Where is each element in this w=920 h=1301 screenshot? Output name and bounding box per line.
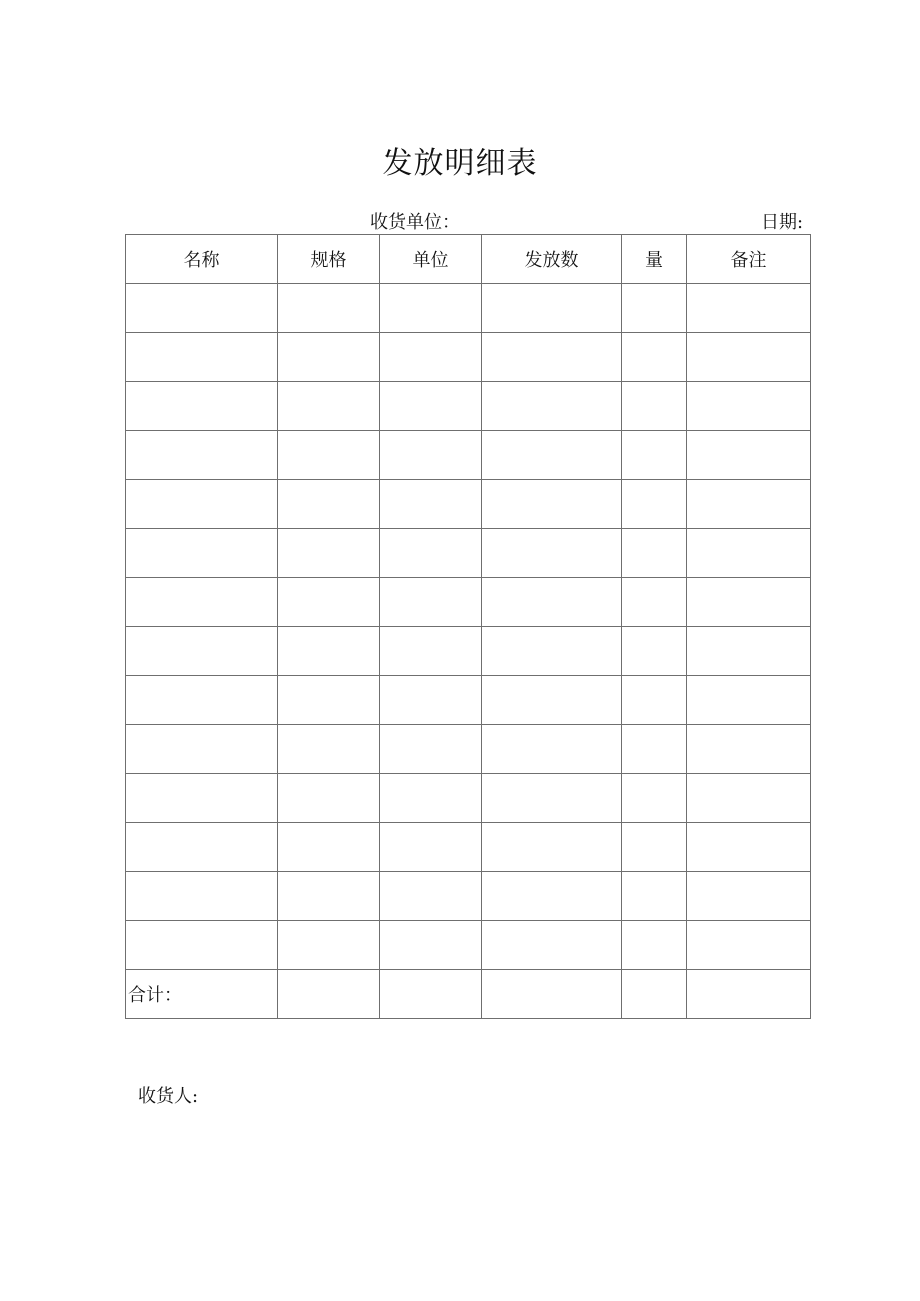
table-cell[interactable]: [482, 382, 622, 431]
table-cell[interactable]: [126, 480, 278, 529]
page-title: 发放明细表: [382, 146, 538, 181]
table-cell[interactable]: [380, 480, 482, 529]
table-cell[interactable]: [380, 627, 482, 676]
table-cell[interactable]: [622, 529, 687, 578]
table-cell[interactable]: [126, 529, 278, 578]
table-cell[interactable]: [622, 627, 687, 676]
table-cell[interactable]: [622, 333, 687, 382]
table-cell[interactable]: [482, 725, 622, 774]
table-cell[interactable]: [126, 284, 278, 333]
table-cell[interactable]: [687, 284, 811, 333]
table-cell[interactable]: [482, 284, 622, 333]
table-cell[interactable]: [380, 921, 482, 970]
table-cell[interactable]: [622, 774, 687, 823]
table-cell[interactable]: [482, 431, 622, 480]
header-remarks: 备注: [687, 235, 811, 284]
table-cell[interactable]: [482, 872, 622, 921]
table-cell[interactable]: [482, 529, 622, 578]
table-cell[interactable]: [687, 578, 811, 627]
table-cell[interactable]: [278, 627, 380, 676]
table-cell[interactable]: [126, 872, 278, 921]
total-cell[interactable]: [482, 970, 622, 1019]
table-cell[interactable]: [622, 578, 687, 627]
receiver-label: 收货人:: [138, 1086, 199, 1107]
table-cell[interactable]: [622, 480, 687, 529]
table-header-row: [126, 235, 811, 284]
table-cell[interactable]: [482, 480, 622, 529]
table-cell[interactable]: [482, 823, 622, 872]
table-cell[interactable]: [380, 284, 482, 333]
header-quantity: 量: [622, 235, 687, 284]
table-body: [126, 284, 811, 1019]
table-cell[interactable]: [482, 333, 622, 382]
table-cell[interactable]: [687, 382, 811, 431]
table-cell[interactable]: [622, 872, 687, 921]
table-cell[interactable]: [126, 382, 278, 431]
table-cell[interactable]: [380, 529, 482, 578]
table-cell[interactable]: [278, 431, 380, 480]
header-issued-count: 发放数: [482, 235, 622, 284]
table-row: [126, 823, 811, 872]
table-cell[interactable]: [380, 578, 482, 627]
table-cell[interactable]: [380, 382, 482, 431]
table-cell[interactable]: [687, 823, 811, 872]
total-cell[interactable]: [622, 970, 687, 1019]
header-name: 名称: [126, 235, 278, 284]
table-row: [126, 676, 811, 725]
table-cell[interactable]: [126, 578, 278, 627]
table-cell[interactable]: [622, 382, 687, 431]
table-cell[interactable]: [278, 578, 380, 627]
table-cell[interactable]: [278, 480, 380, 529]
table-cell[interactable]: [687, 725, 811, 774]
header-spec: 规格: [278, 235, 380, 284]
table-row: [126, 725, 811, 774]
table-cell[interactable]: [126, 431, 278, 480]
table-cell[interactable]: [482, 774, 622, 823]
header-unit: 单位: [380, 235, 482, 284]
total-cell[interactable]: [687, 970, 811, 1019]
total-label: 合计：: [126, 970, 278, 1019]
table-cell[interactable]: [126, 725, 278, 774]
table-cell[interactable]: [622, 823, 687, 872]
table-row: [126, 480, 811, 529]
table-cell[interactable]: [687, 480, 811, 529]
table-cell[interactable]: [380, 333, 482, 382]
table-cell[interactable]: [482, 921, 622, 970]
table-cell[interactable]: [622, 725, 687, 774]
table-cell[interactable]: [278, 529, 380, 578]
table-cell[interactable]: [278, 676, 380, 725]
table-cell[interactable]: [687, 627, 811, 676]
table-cell[interactable]: [687, 431, 811, 480]
table-cell[interactable]: [278, 725, 380, 774]
table-cell[interactable]: [278, 823, 380, 872]
table-cell[interactable]: [278, 284, 380, 333]
table-cell[interactable]: [482, 578, 622, 627]
table-cell[interactable]: [687, 333, 811, 382]
table-cell[interactable]: [687, 872, 811, 921]
table-cell[interactable]: [278, 774, 380, 823]
table-cell[interactable]: [278, 333, 380, 382]
table-row: [126, 578, 811, 627]
table-row: [126, 921, 811, 970]
table-row: [126, 431, 811, 480]
table-cell[interactable]: [622, 676, 687, 725]
table-cell[interactable]: [380, 774, 482, 823]
table-cell[interactable]: [482, 676, 622, 725]
table-cell[interactable]: [278, 921, 380, 970]
table-row: [126, 284, 811, 333]
table-cell[interactable]: [278, 872, 380, 921]
date-label: 日期:: [761, 212, 804, 233]
table-row: [126, 627, 811, 676]
table-cell[interactable]: [622, 921, 687, 970]
table-cell[interactable]: [126, 823, 278, 872]
table-cell[interactable]: [278, 382, 380, 431]
table-row: [126, 872, 811, 921]
table-cell[interactable]: [380, 725, 482, 774]
table-cell[interactable]: [687, 921, 811, 970]
table-cell[interactable]: [622, 431, 687, 480]
total-row: [126, 970, 811, 1019]
table-cell[interactable]: [126, 676, 278, 725]
table-row: [126, 529, 811, 578]
table-cell[interactable]: [380, 676, 482, 725]
table-cell[interactable]: [687, 676, 811, 725]
table-cell[interactable]: [126, 333, 278, 382]
table-cell[interactable]: [380, 431, 482, 480]
table-cell[interactable]: [622, 284, 687, 333]
total-cell[interactable]: [380, 970, 482, 1019]
table-row: [126, 382, 811, 431]
table-row: [126, 333, 811, 382]
table-cell[interactable]: [126, 921, 278, 970]
table-row: [126, 774, 811, 823]
table-cell[interactable]: [380, 823, 482, 872]
total-cell[interactable]: [278, 970, 380, 1019]
receiving-unit-label: 收货单位：: [370, 212, 460, 233]
table-cell[interactable]: [380, 872, 482, 921]
table-cell[interactable]: [687, 774, 811, 823]
table-cell[interactable]: [126, 774, 278, 823]
distribution-table: [125, 234, 811, 1019]
table-cell[interactable]: [482, 627, 622, 676]
table-cell[interactable]: [126, 627, 278, 676]
table-cell[interactable]: [687, 529, 811, 578]
